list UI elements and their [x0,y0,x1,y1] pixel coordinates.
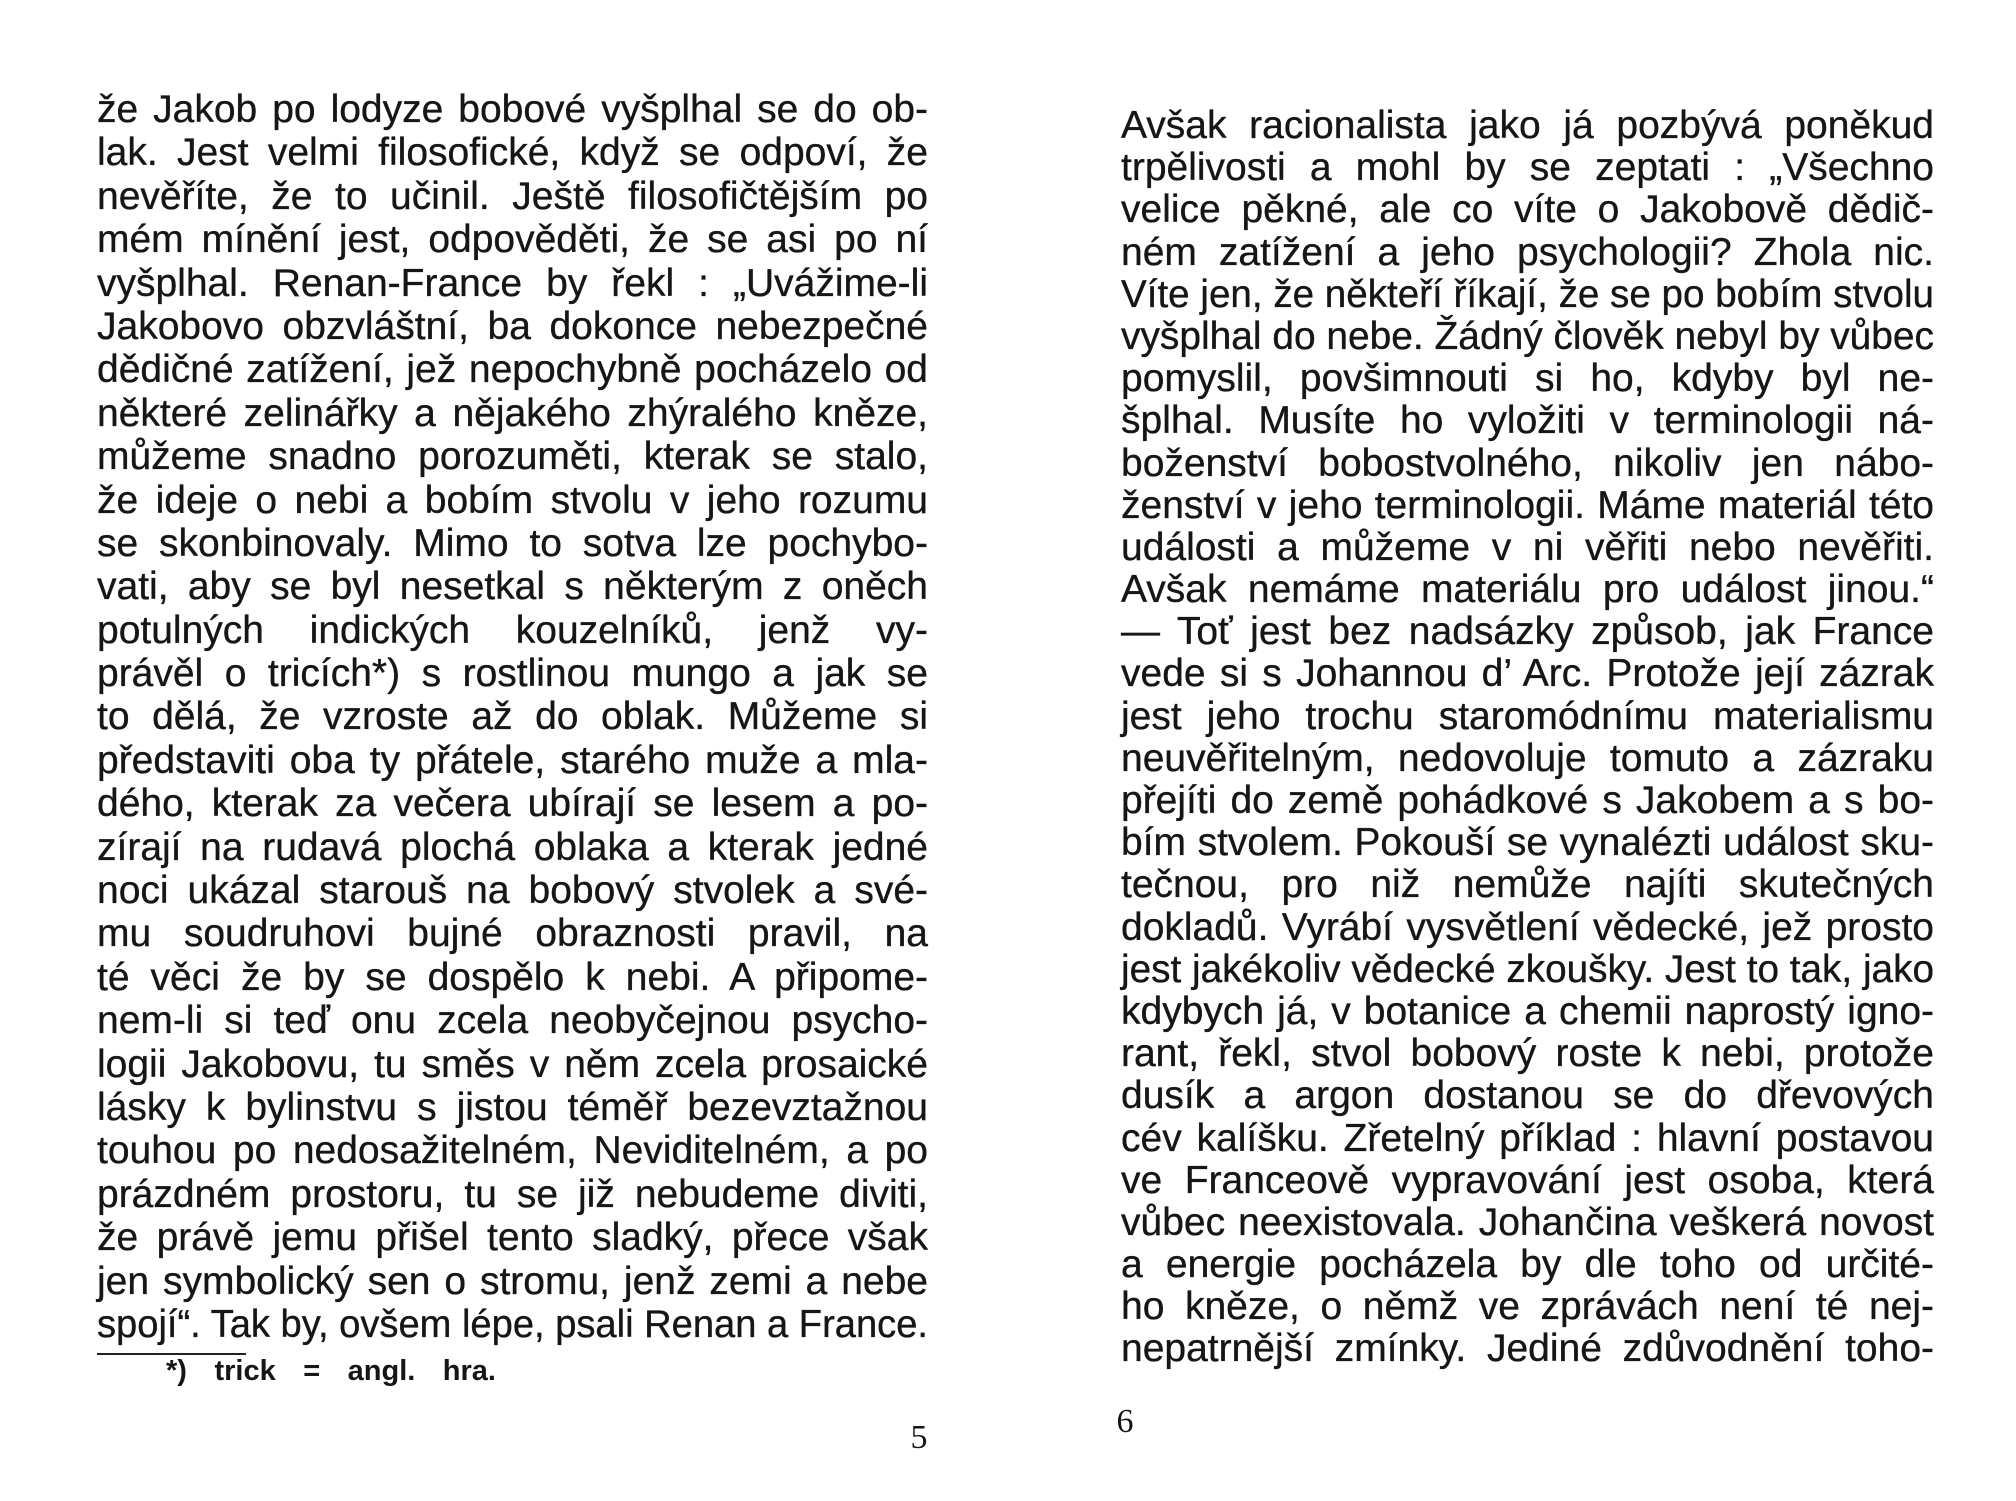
left-page-line: touhou po nedosažitelném, Neviditelném, a po [97,1129,928,1173]
left-page-line: že ideje o nebi a bobím stvolu v jeho rozumu [97,478,928,522]
right-page-line: — Toť jest bez nadsázky způsob, jak France [1121,610,1934,654]
right-page-line: a energie pocházela by dle toho od určité- [1121,1243,1934,1287]
right-page-line: ženství v jeho terminologii. Máme materiál této [1121,483,1934,527]
left-page-line: že Jakob po lodyze bobové vyšplhal se do ob- [97,88,928,131]
footnote [166,1357,496,1386]
right-page-line: pomyslil, povšimnouti si ho, kdyby byl ne- [1121,357,1934,401]
left-page-line: se skonbinovaly. Mimo to sotva lze pochybo- [97,521,928,565]
right-page-line: cév kalíšku. Zřetelný příklad : hlavní postavou [1121,1116,1934,1160]
left-page-line: vyšplhal. Renan-France by řekl : „Uvážime-li [97,261,928,305]
right-page-line: Víte jen, že někteří říkají, že se po bobím stvolu [1121,272,1934,316]
left-page-line: že právě jemu přišel tento sladký, přece však [97,1216,928,1260]
left-page-line: to dělá, že vzroste až do oblak. Můžeme si [97,695,928,739]
left-page-line: potulných indických kouzelníků, jenž vy- [97,608,928,652]
right-page-line: bím stvolem. Pokouší se vynalézti událost sku- [1121,821,1934,865]
left-page-line: některé zelinářky a nějakého zhýralého kněze, [97,391,928,435]
right-page-line: šplhal. Musíte ho vyložiti v terminologii ná- [1121,399,1934,443]
right-page-line: přejíti do země pohádkové s Jakobem a s bo- [1121,779,1934,822]
right-page-line: ho kněze, o němž ve zprávách není té nej- [1121,1285,1934,1329]
right-page-line: vyšplhal do nebe. Žádný člověk nebyl by vůbec [1121,314,1934,358]
right-page-line: rant, řekl, stvol bobový roste k nebi, protože [1121,1032,1934,1076]
page-number: 5 [910,1419,928,1456]
right-page-line: ve Franceově vypravování jest osoba, která [1121,1158,1934,1202]
left-page-line: logii Jakobovu, tu směs v něm zcela prosaické [97,1042,928,1086]
left-page-line: mu soudruhovi bujné obraznosti pravil, na [97,912,928,956]
right-page-line: kdybych já, v botanice a chemii naprostý igno- [1121,989,1934,1033]
left-page-line: té věci že by se dospělo k nebi. A připome- [97,955,928,999]
left-page-line: lak. Jest velmi filosofické, když se odpoví, že [97,131,928,175]
right-page-line: události a můžeme v ni věřiti nebo nevěřiti. [1121,525,1934,569]
left-page-line: dého, kterak za večera ubírají se lesem a po- [97,782,928,826]
left-page-line: lásky k bylinstvu s jistou téměř bezevztažnou [97,1085,928,1129]
right-page-line: tečnou, pro niž nemůže najíti skutečných [1121,863,1934,907]
right-page-line: vůbec neexistovala. Johančina veškerá novost [1121,1200,1934,1244]
left-page-line: mém mínění jest, odpověděti, že se asi po ní [97,218,928,262]
right-page-line: velice pěkné, ale co víte o Jakobově dědič- [1121,188,1934,232]
left-page-line: zírají na rudavá plochá oblaka a kterak jedné [97,825,928,869]
right-page-text [1121,105,1943,1371]
right-page-line: vede si s Johannou d’ Arc. Protože její zázrak [1121,652,1934,696]
right-page-line: dokladů. Vyrábí vysvětlení vědecké, jež prosto [1121,905,1934,949]
right-page-line: Avšak nemáme materiálu pro událost jinou.“ [1121,568,1934,612]
left-page-text [97,88,947,1346]
left-page-line: jen symbolický sen o stromu, jenž zemi a nebe [97,1259,928,1303]
left-page-line: nem-li si teď onu zcela neobyčejnou psycho- [97,999,928,1043]
right-page-line: ném zatížení a jeho psychologii? Zhola nic. [1121,230,1934,274]
left-page-line: představiti oba ty přátele, starého muže a mla- [97,738,928,782]
right-page-line: dusík a argon dostanou se do dřevových [1121,1074,1934,1118]
right-page-line: neuvěřitelným, nedovoluje tomuto a zázraku [1121,736,1934,780]
right-page-line: jest jakékoliv vědecké zkoušky. Jest to tak, jako [1121,947,1934,991]
right-page-line: boženství bobostvolného, nikoliv jen nábo- [1121,441,1934,485]
left-page-line: spojí“. Tak by, ovšem lépe, psali Renan a France. [97,1302,928,1346]
page-number: 6 [1116,1403,1134,1440]
right-page-line: trpělivosti a mohl by se zeptati : „Všechno [1121,146,1934,190]
left-page-line: Jakobovo obzvláštní, ba dokonce nebezpečné [97,304,928,348]
left-page-line: noci ukázal starouš na bobový stvolek a své- [97,869,928,913]
left-page-line: prázdném prostoru, tu se již nebudeme diviti, [97,1172,928,1216]
left-page-line: vati, aby se byl nesetkal s některým z oněch [97,565,928,609]
right-page [1008,0,2016,1501]
right-page-line: nepatrnější zmínky. Jediné zdůvodnění toho- [1121,1327,1934,1371]
left-page-line: nevěříte, že to učinil. Ještě filosofičtějším po [97,174,928,218]
left-page-line: dědičné zatížení, jež nepochybně pocházelo od [97,348,928,392]
footnote-text: *) trick = angl. hra. [166,1355,496,1387]
right-page-line: jest jeho trochu staromódnímu materialismu [1121,694,1934,738]
left-page-line: můžeme snadno porozuměti, kterak se stalo, [97,435,928,479]
right-page-line: Avšak racionalista jako já pozbývá poněkud [1121,104,1934,147]
left-page-line: právěl o tricích*) s rostlinou mungo a jak se [97,652,928,696]
